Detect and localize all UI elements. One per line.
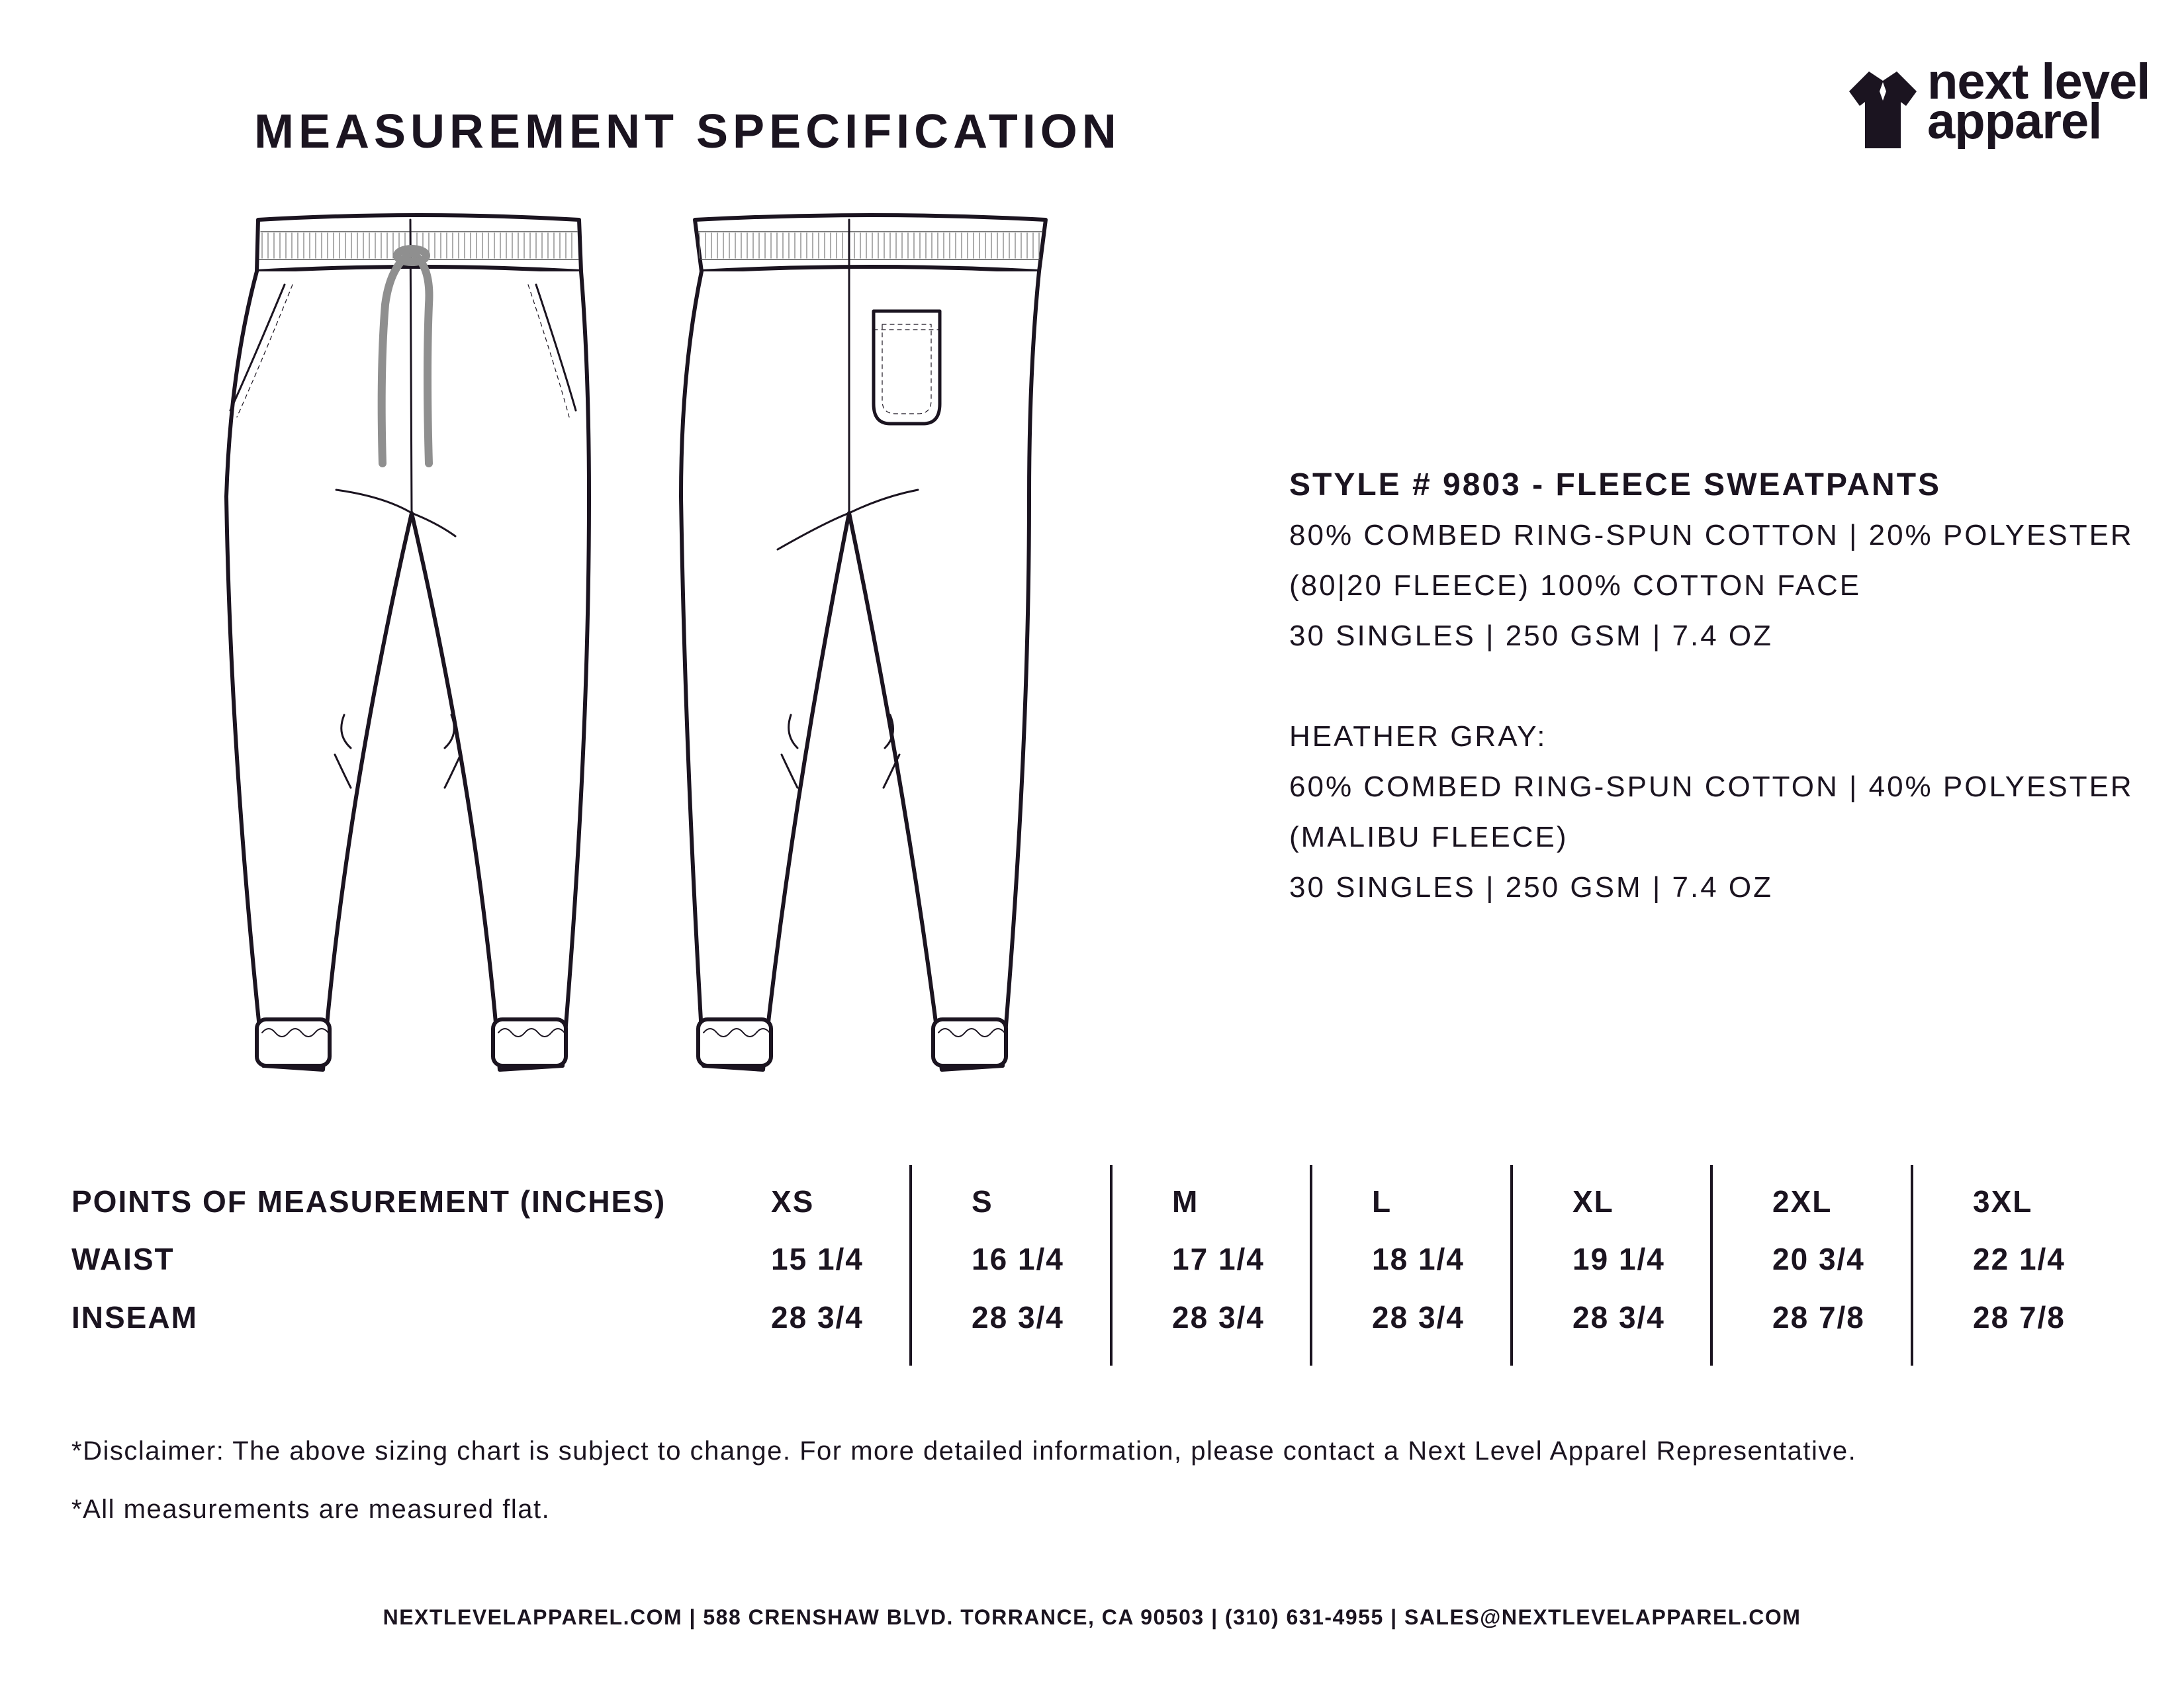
table-cell: 28 3/4 <box>972 1300 1064 1335</box>
table-cell: 28 3/4 <box>1372 1300 1465 1335</box>
page-title: MEASUREMENT SPECIFICATION <box>254 105 1121 158</box>
size-header: XL <box>1572 1184 1614 1219</box>
style-specification <box>1289 460 2134 913</box>
table-cell: 18 1/4 <box>1372 1242 1465 1276</box>
brand-logo[interactable] <box>1846 54 2151 159</box>
table-cell: 28 3/4 <box>1172 1300 1265 1335</box>
table-cell: 15 1/4 <box>771 1242 864 1276</box>
fabric-line: 30 SINGLES | 250 GSM | 7.4 OZ <box>1289 620 1774 652</box>
heather-line: 30 SINGLES | 250 GSM | 7.4 OZ <box>1289 871 1774 904</box>
logo-text-line1: next level <box>1927 54 2150 110</box>
heather-line: 60% COMBED RING-SPUN COTTON | 40% POLYESTER <box>1289 771 2134 803</box>
heather-line: (MALIBU FLEECE) <box>1289 821 1569 853</box>
footer-contact: NEXTLEVELAPPAREL.COM | 588 CRENSHAW BLVD. TORRANCE, CA 90503 | (310) 631-4955 | SALES@NEXTLEVELAPPAREL.COM <box>383 1605 1801 1629</box>
measured-flat-note: *All measurements are measured flat. <box>71 1495 551 1524</box>
measurement-table <box>71 1165 2123 1377</box>
table-cell: 20 3/4 <box>1772 1242 1865 1276</box>
table-cell: 22 1/4 <box>1973 1242 2066 1276</box>
size-header: 3XL <box>1973 1184 2033 1219</box>
table-cell: 17 1/4 <box>1172 1242 1265 1276</box>
column-divider <box>1510 1165 1513 1366</box>
fabric-line: (80|20 FLEECE) 100% COTTON FACE <box>1289 569 1862 602</box>
disclaimer-text: *Disclaimer: The above sizing chart is subject to change. For more detailed information, please contact a Next Level Apparel Representative. <box>71 1436 1857 1466</box>
size-header: S <box>972 1184 993 1219</box>
column-divider <box>909 1165 912 1366</box>
table-cell: 28 7/8 <box>1772 1300 1865 1335</box>
table-cell: 28 7/8 <box>1973 1300 2066 1335</box>
size-header: 2XL <box>1772 1184 1833 1219</box>
sweatpants-back-sketch <box>672 212 1082 1112</box>
row-label-inseam: INSEAM <box>71 1300 198 1335</box>
heather-heading: HEATHER GRAY: <box>1289 720 1547 753</box>
table-header-label: POINTS OF MEASUREMENT (INCHES) <box>71 1184 666 1219</box>
fabric-line: 80% COMBED RING-SPUN COTTON | 20% POLYESTER <box>1289 519 2134 551</box>
column-divider <box>1310 1165 1312 1366</box>
table-cell: 19 1/4 <box>1572 1242 1665 1276</box>
t-shirt-icon <box>1846 66 1919 152</box>
column-divider <box>1911 1165 1913 1366</box>
row-label-waist: WAIST <box>71 1242 175 1276</box>
size-header: XS <box>771 1184 815 1219</box>
size-header: M <box>1172 1184 1199 1219</box>
table-cell: 16 1/4 <box>972 1242 1064 1276</box>
logo-text-line2: apparel <box>1927 93 2102 150</box>
column-divider <box>1110 1165 1113 1366</box>
sweatpants-front-sketch <box>218 212 629 1112</box>
column-divider <box>1710 1165 1713 1366</box>
table-cell: 28 3/4 <box>771 1300 864 1335</box>
size-header: L <box>1372 1184 1392 1219</box>
style-heading: STYLE # 9803 - FLEECE SWEATPANTS <box>1289 467 1942 502</box>
table-cell: 28 3/4 <box>1572 1300 1665 1335</box>
